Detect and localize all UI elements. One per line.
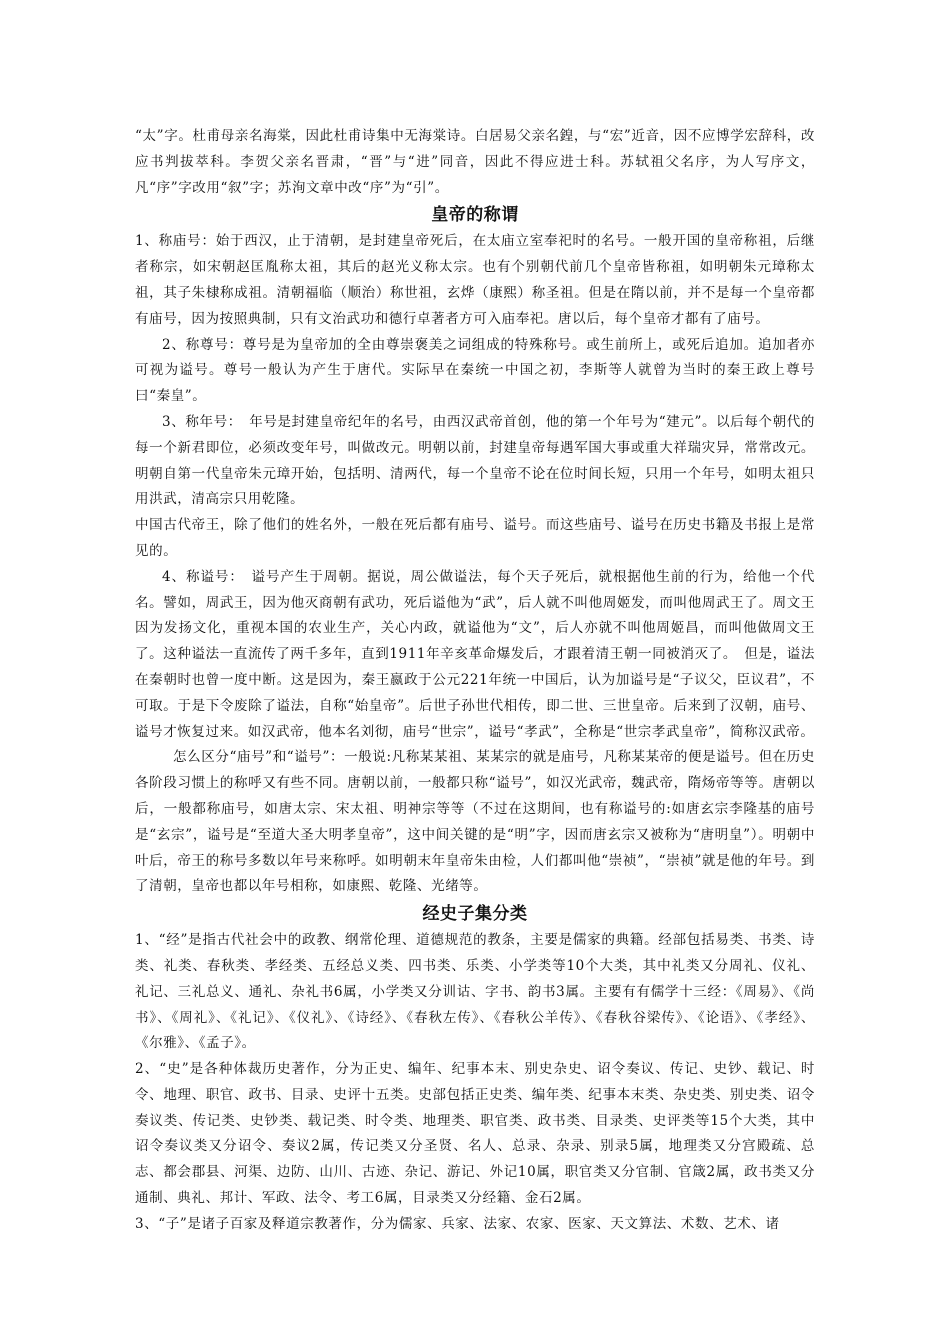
temple-name-paragraph: 1、称庙号：始于西汉，止于清朝，是封建皇帝死后，在太庙立室奉祀时的名号。一般开国的皇帝称祖，后继者称宗，如宋朝赵匡胤称太祖，其后的赵光义称太宗。也有个别朝代前几个皇帝皆称祖，如明朝朱元璋称太祖，其子朱棣称成祖。清朝福临（顺治）称世祖，玄烨（康熙）称圣祖。但是在隋以前，并不是每一个皇帝都有庙号，因为按照典制，只有文治武功和德行卓著者方可入庙奉祀。唐以后，每个皇帝才都有了庙号。 (135, 233, 815, 327)
posthumous-name-paragraph: 4、称谥号： 谥号产生于周朝。据说，周公做谥法，每个天子死后，就根据他生前的行为，给他一个代名。譬如，周武王，因为他灭商朝有武功，死后谥他为“武”，后人就不叫他周姬发，而叫他周武王了。周文王因为发扬文化，重视本国的农业生产，关心内政，就谥他为“文”，后人亦就不叫他周姬昌，而叫他做周文王了。这种谥法一直流传了两千多年，直到1911年辛亥革命爆发后，才跟着清王朝一同被消灭了。 但是，谥法在秦朝时也曾一度中断。这是因为，秦王嬴政于公元221年统一中国后，认为加谥号是“子议父，臣议君”，不可取。于是下令废除了谥法，自称“始皇帝”。后世子孙世代相传，即二世、三世皇帝。后来到了汉朝，庙号、谥号才恢复过来。如汉武帝，他本名刘彻，庙号“世宗”，谥号“孝武”，全称是“世宗孝武皇帝”，简称汉武帝。 (135, 568, 815, 740)
philosophers-paragraph: 3、“子”是诸子百家及释道宗教著作，分为儒家、兵家、法家、农家、医家、天文算法、术数、艺术、诸 (135, 1215, 780, 1232)
intro-paragraph: “太”字。杜甫母亲名海棠，因此杜甫诗集中无海棠诗。白居易父亲名鍠，与“宏”近音，因不应博学宏辞科，改应书判拔萃科。李贺父亲名晋肃，“晋”与“进”同音，因此不得应进士科。苏轼祖父名序，为人写序文，凡“序”字改用“叙”字；苏洵文章中改“序”为“引”。 (135, 128, 815, 196)
section-title-four-categories: 经史子集分类 (422, 904, 528, 925)
era-name-paragraph: 3、称年号： 年号是封建皇帝纪年的名号，由西汉武帝首创，他的第一个年号为“建元”。以后每个朝代的每一个新君即位，必须改变年号，叫做改元。明朝以前，封建皇帝每遇军国大事或重大祥瑞灾异，常常改元。明朝自第一代皇帝朱元璋开始，包括明、清两代，每一个皇帝不论在位时间长短，只用一个年号，如明太祖只用洪武，清高宗只用乾隆。 (135, 413, 815, 508)
section-title-emperor-titles: 皇帝的称谓 (431, 205, 519, 226)
history-paragraph: 2、“史”是各种体裁历史著作，分为正史、编年、纪事本末、别史杂史、诏令奏议、传记、史钞、载记、时令、地理、职官、政书、目录、史评十五类。史部包括正史类、编年类、纪事本末类、杂史类、别史类、诏令奏议类、传记类、史钞类、载记类、时令类、地理类、职官类、政书类、目录类、史评类等15个大类，其中诏令奏议类又分诏令、奏议2属，传记类又分圣贤、名人、总录、杂录、别录5属，地理类又分宫殿疏、总志、都会郡县、河渠、边防、山川、古迹、杂记、游记、外记10属，职官类又分官制、官箴2属，政书类又分通制、典礼、邦计、军政、法令、考工6属，目录类又分经籍、金石2属。 (135, 1061, 815, 1207)
summary-paragraph: 中国古代帝王，除了他们的姓名外，一般在死后都有庙号、谥号。而这些庙号、谥号在历史书籍及书报上是常见的。 (135, 517, 815, 559)
honorific-title-paragraph: 2、称尊号：尊号是为皇帝加的全由尊崇褒美之词组成的特殊称号。或生前所上，或死后追加。追加者亦可视为谥号。尊号一般认为产生于唐代。实际早在秦统一中国之初，李斯等人就曾为当时的秦王政上尊号曰“秦皇”。 (135, 336, 815, 405)
classics-paragraph: 1、“经”是指古代社会中的政教、纲常伦理、道德规范的教条，主要是儒家的典籍。经部包括易类、书类、诗类、礼类、春秋类、孝经类、五经总义类、四书类、乐类、小学类等10个大类，其中礼类又分周礼、仪礼、礼记、三礼总义、通礼、杂礼书6属，小学类又分训诂、字书、韵书3属。主要有有儒学十三经：《周易》、《尚书》、《周礼》、《礼记》、《仪礼》、《诗经》、《春秋左传》、《春秋公羊传》、《春秋谷梁传》、《论语》、《孝经》、《尔雅》、《孟子》。 (135, 932, 815, 1052)
document-page (135, 124, 815, 1238)
distinguish-paragraph: 怎么区分“庙号”和“谥号”：一般说:凡称某某祖、某某宗的就是庙号，凡称某某帝的便是谥号。但在历史各阶段习惯上的称呼又有些不同。唐朝以前，一般都只称“谥号”，如汉光武帝，魏武帝，隋炀帝等等。唐朝以后，一般都称庙号，如唐太宗、宋太祖、明神宗等等（不过在这期间，也有称谥号的:如唐玄宗李隆基的庙号是“玄宗”，谥号是“至道大圣大明孝皇帝”，这中间关键的是“明”字，因而唐玄宗又被称为“唐明皇”）。明朝中叶后，帝王的称号多数以年号来称呼。如明朝末年皇帝朱由检，人们都叫他“崇祯”，“崇祯”就是他的年号。到了清朝，皇帝也都以年号相称，如康熙、乾隆、光绪等。 (135, 749, 815, 895)
